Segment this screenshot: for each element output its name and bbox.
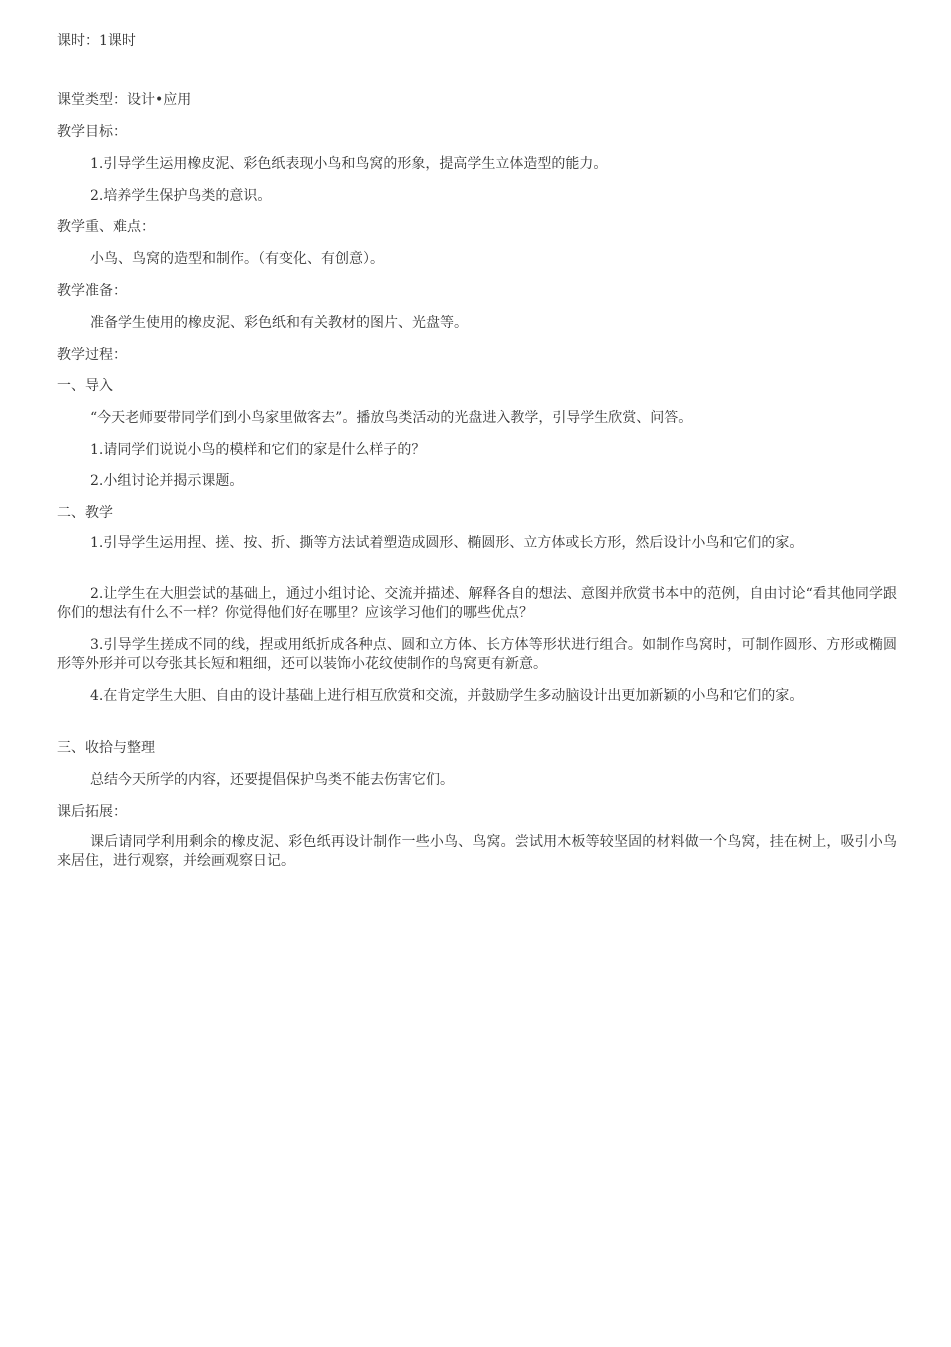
section-1-heading: 一、导入 [57, 378, 113, 394]
section-2-item-1: 1.引导学生运用捏、搓、按、折、撕等方法试着塑造成圆形、椭圆形、立方体或长方形，然后设计小鸟和它们的家。 [90, 535, 804, 551]
section-1-item-2: 2.小组讨论并揭示课题。 [90, 473, 244, 489]
section-3-summary: 总结今天所学的内容，还要提倡保护鸟类不能去伤害它们。 [90, 772, 454, 788]
key-points-text: 小鸟、鸟窝的造型和制作。（有变化、有创意）。 [90, 251, 384, 267]
section-2-heading: 二、教学 [57, 505, 113, 521]
section-2-item-4: 4.在肯定学生大胆、自由的设计基础上进行相互欣赏和交流，并鼓励学生多动脑设计出更加新颖的小鸟和它们的家。 [90, 688, 804, 704]
section-1-intro: “今天老师要带同学们到小鸟家里做客去”。播放鸟类活动的光盘进入教学，引导学生欣赏、问答。 [90, 410, 693, 426]
preparation-text: 准备学生使用的橡皮泥、彩色纸和有关教材的图片、光盘等。 [90, 315, 468, 331]
section-2-item-2: 2.让学生在大胆尝试的基础上，通过小组讨论、交流并描述、解释各自的想法、意图并欣赏书本中的范例，自由讨论“看其他同学跟你们的想法有什么不一样？你觉得他们好在哪里？应该学习他们的哪些优点？ [57, 586, 897, 621]
section-3-heading: 三、收拾与整理 [57, 740, 155, 756]
lesson-period: 课时：1课时 [57, 33, 136, 49]
section-2-item-3: 3.引导学生搓成不同的线，捏或用纸折成各种点、圆和立方体、长方体等形状进行组合。如制作鸟窝时，可制作圆形、方形或椭圆形等外形并可以夸张其长短和粗细，还可以装饰小花纹使制作的鸟窝更有新意。 [57, 637, 897, 672]
objective-item-2: 2.培养学生保护鸟类的意识。 [90, 188, 272, 204]
extension-heading: 课后拓展： [57, 804, 127, 820]
key-points-heading: 教学重、难点： [57, 219, 155, 235]
objective-item-1: 1.引导学生运用橡皮泥、彩色纸表现小鸟和鸟窝的形象，提高学生立体造型的能力。 [90, 156, 608, 172]
section-1-item-1: 1.请同学们说说小鸟的模样和它们的家是什么样子的？ [90, 442, 426, 458]
objectives-heading: 教学目标： [57, 124, 127, 140]
extension-text: 课后请同学利用剩余的橡皮泥、彩色纸再设计制作一些小鸟、鸟窝。尝试用木板等较坚固的材料做一个鸟窝，挂在树上，吸引小鸟来居住，进行观察，并绘画观察日记。 [57, 834, 897, 869]
process-heading: 教学过程： [57, 347, 127, 363]
lesson-type: 课堂类型：设计•应用 [57, 92, 192, 108]
preparation-heading: 教学准备： [57, 283, 127, 299]
